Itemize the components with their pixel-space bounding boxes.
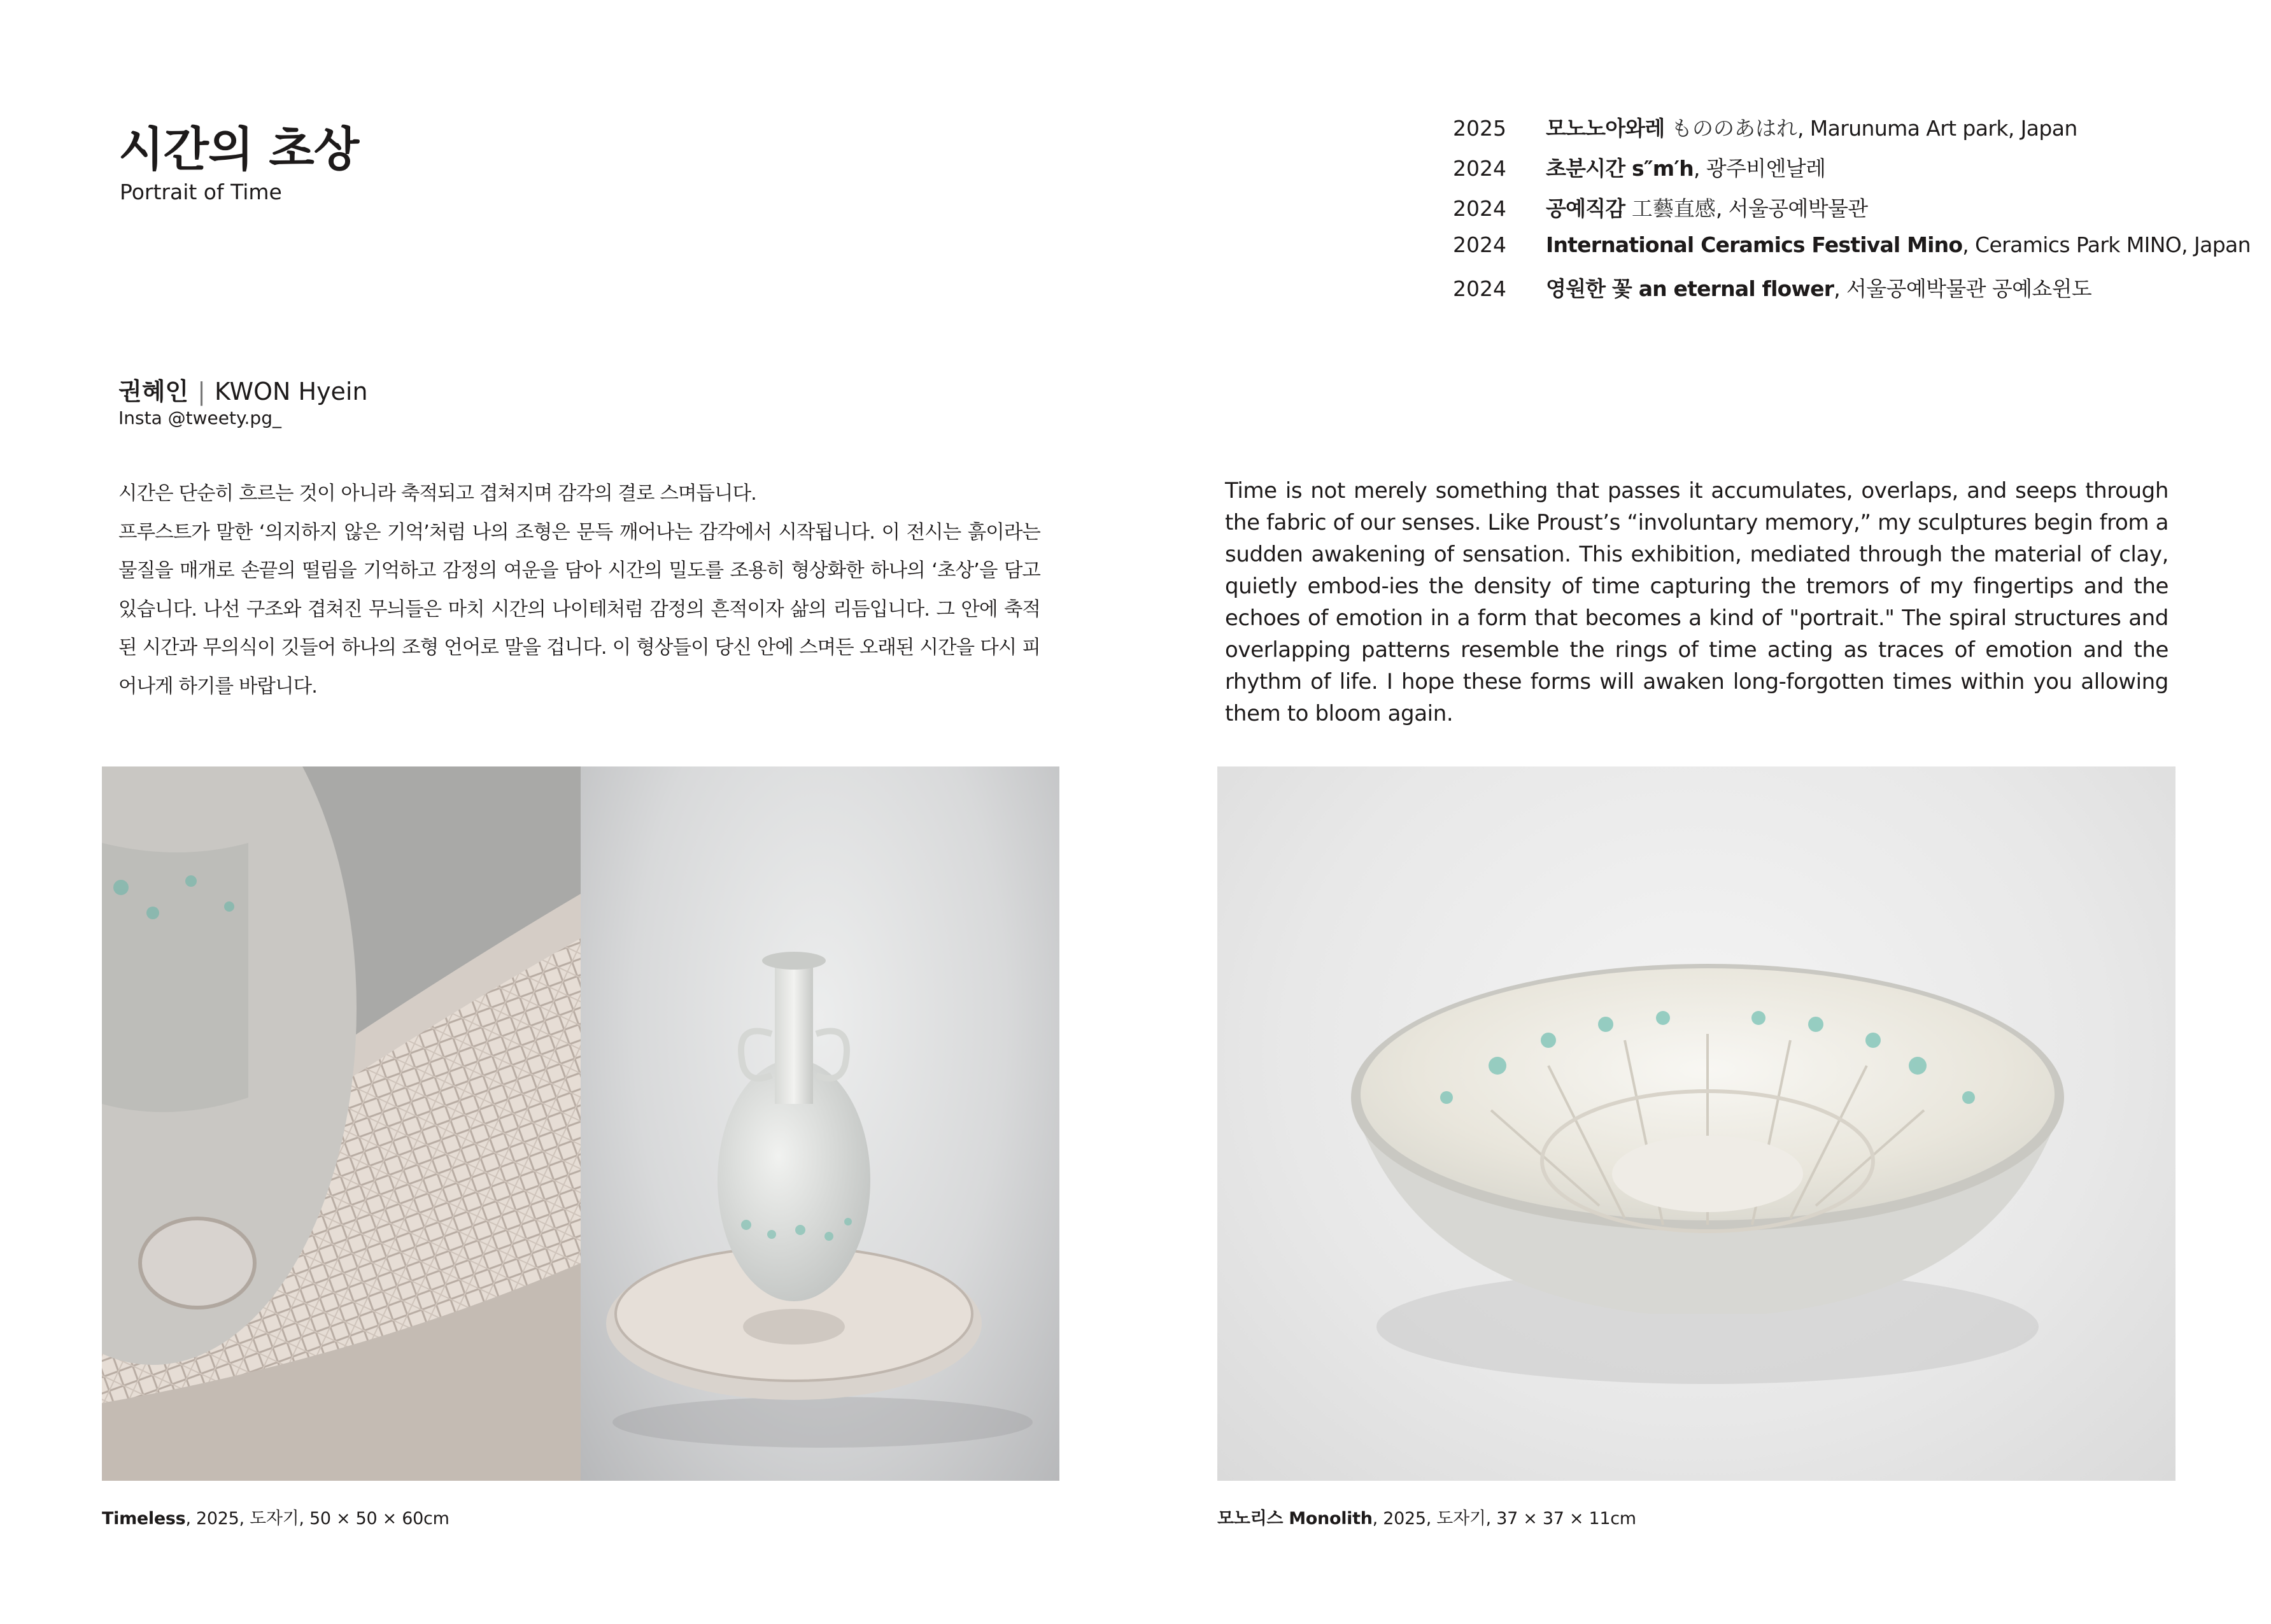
page-title: 시간의 초상 [118, 122, 359, 177]
exhibition-venue: , Ceramics Park MINO, Japan [1962, 232, 2251, 257]
exhibition-row [1453, 112, 2249, 152]
exhibition-name: 영원한 꽃 an eternal flower [1546, 276, 1834, 301]
artist-instagram: Insta @tweety.pg_ [118, 407, 281, 428]
exhibition-row [1453, 152, 2249, 192]
exhibition-venue: , 서울공예박물관 [1715, 196, 1868, 221]
exhibition-japanese: もののあはれ [1671, 116, 1797, 141]
statement-english: Time is not merely something that passes it accumulates, overlaps, and seeps through the fabric of our senses. Like Proust’s “involuntary memory,” my sculptures begin from a sudden awakening of sensation. This exhibition, mediated through the material of clay, quietly embod-ies the density of time capturing the tremors of my fingertips and the echoes of emotion in a form that becomes a kind of "portrait." The spiral structures and overlapping patterns resemble the rings of time acting as traces of emotion and the rhythm of life. I hope these forms will awaken long-forgotten times within you allowing them to bloom again. [1225, 478, 2168, 726]
exhibition-list [1453, 112, 2249, 313]
artwork-details: , 2025, 도자기, 37 × 37 × 11cm [1372, 1509, 1636, 1529]
exhibition-year: 2024 [1453, 276, 1506, 301]
statement-korean-paragraph: 프루스트가 말한 ‘의지하지 않은 기억’처럼 나의 조형은 문득 깨어나는 감각에서 시작됩니다. 이 전시는 흙이라는 물질을 매개로 손끝의 떨림을 기억하고 감정의 여운을 담아 시간의 밀도를 조용히 형상화한 하나의 ‘초상’을 담고 있습니다. 나선 구조와 겹쳐진 무늬들은 마치 시간의 나이테처럼 감정의 흔적이자 삶의 리듬입니다. 그 안에 축적된 시간과 무의식이 깃들어 하나의 조형 언어로 말을 겁니다. 이 형상들이 당신 안에 스며든 오래된 시간을 다시 피어나게 하기를 바랍니다. [118, 521, 1040, 698]
exhibition-name: International Ceramics Festival Mino [1546, 232, 1963, 257]
exhibition-venue: , 서울공예박물관 공예쇼윈도 [1834, 276, 2092, 301]
exhibition-row [1453, 192, 2249, 232]
exhibition-venue: , 광주비엔날레 [1693, 156, 1826, 181]
exhibition-year: 2024 [1453, 196, 1506, 221]
exhibition-venue: , Marunuma Art park, Japan [1797, 116, 2077, 141]
artwork-photo-timeless [581, 766, 1059, 1481]
artwork-caption-timeless [102, 1504, 449, 1529]
exhibition-year: 2024 [1453, 156, 1506, 181]
bowl-illustration [1217, 766, 2175, 1481]
exhibition-name: 모노노아와레 [1546, 116, 1665, 141]
statement-korean-line: 시간은 단순히 흐르는 것이 아니라 축적되고 겹쳐지며 감각의 결로 스며듭니다. [118, 483, 756, 505]
artwork-photo-monolith [1217, 766, 2175, 1481]
exhibition-year: 2024 [1453, 232, 1506, 257]
artist-name [118, 372, 368, 407]
artist-name-separator: | [197, 378, 206, 406]
exhibition-japanese: 工藝直感 [1631, 196, 1716, 221]
artwork-photo-timeless-detail [102, 766, 581, 1481]
exhibition-year: 2025 [1453, 116, 1506, 141]
artwork-detail-illustration [102, 766, 581, 1481]
exhibition-name: 공예직감 [1546, 196, 1625, 221]
artist-name-korean: 권혜인 [118, 378, 189, 406]
page-subtitle: Portrait of Time [120, 180, 282, 204]
artwork-title: Timeless [102, 1509, 186, 1529]
artist-name-english: KWON Hyein [214, 378, 368, 406]
exhibition-row [1453, 272, 2249, 313]
statement-korean [118, 475, 1040, 706]
artwork-details: , 2025, 도자기, 50 × 50 × 60cm [185, 1509, 449, 1529]
exhibition-row [1453, 232, 2249, 272]
artwork-caption-monolith [1217, 1504, 1636, 1529]
vase-illustration [581, 766, 1059, 1481]
exhibition-name: 초분시간 s″m′h [1546, 156, 1694, 181]
artwork-title: 모노리스 Monolith [1217, 1509, 1373, 1529]
